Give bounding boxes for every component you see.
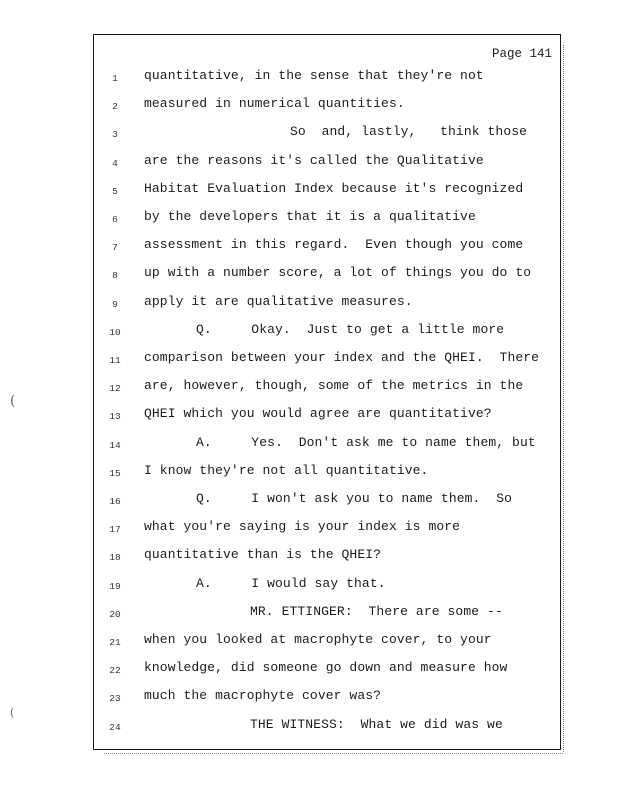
line-text: apply it are qualitative measures.: [144, 293, 413, 309]
transcript-line: [94, 659, 562, 687]
transcript-line: [94, 377, 562, 405]
transcript-line: [94, 123, 562, 151]
line-text: much the macrophyte cover was?: [144, 688, 382, 704]
transcript-line: [94, 716, 562, 744]
transcript-line: [94, 321, 562, 349]
line-number: 17: [109, 524, 121, 536]
transcript-line: [94, 67, 562, 95]
transcript-line: [94, 208, 562, 236]
line-text: QHEI which you would agree are quantitative?: [144, 406, 492, 422]
transcript-line: [94, 687, 562, 715]
line-number: 19: [109, 580, 121, 592]
margin-mark: (: [10, 706, 15, 719]
transcript-line: [94, 575, 562, 603]
transcript-line: [94, 434, 562, 462]
line-number: 21: [109, 637, 121, 648]
line-number: 4: [112, 157, 118, 169]
line-text: Q. Okay. Just to get a little more: [196, 321, 505, 337]
line-number: 3: [112, 129, 118, 141]
line-number: 14: [109, 439, 121, 451]
transcript-line: [94, 603, 562, 631]
line-number: 1: [112, 73, 118, 84]
line-number: 8: [112, 270, 118, 282]
line-number: 5: [112, 185, 118, 197]
transcript-line: [94, 236, 562, 264]
line-text: measured in numerical quantities.: [144, 96, 405, 112]
transcript-line: [94, 95, 562, 123]
line-number: 22: [109, 665, 121, 677]
line-number: 13: [109, 411, 121, 423]
line-number: 15: [109, 467, 121, 479]
line-text: quantitative than is the QHEI?: [144, 547, 382, 563]
line-number: 12: [109, 383, 121, 395]
line-text: are, however, though, some of the metrics in the: [144, 378, 524, 394]
transcript-line: [94, 264, 562, 292]
line-number: 20: [109, 608, 121, 620]
line-text: I know they're not all quantitative.: [144, 462, 429, 478]
transcript-line: [94, 631, 562, 659]
line-text: Q. I won't ask you to name them. So: [196, 491, 513, 506]
transcript-line: [94, 490, 562, 518]
line-text: MR. ETTINGER: There are some --: [250, 603, 503, 619]
line-text: assessment in this regard. Even though you come: [144, 237, 524, 253]
line-text: A. Yes. Don't ask me to name them, but: [196, 434, 536, 450]
transcript-page: [93, 34, 561, 750]
margin-mark: (: [10, 393, 16, 409]
line-number: 24: [109, 721, 121, 733]
line-text: when you looked at macrophyte cover, to your: [144, 632, 492, 647]
line-text: by the developers that it is a qualitative: [144, 209, 476, 224]
line-number: 16: [109, 496, 121, 507]
line-number: 2: [112, 101, 118, 113]
line-text: comparison between your index and the QHEI. There: [144, 350, 540, 365]
transcript-line: [94, 152, 562, 180]
transcript-line: [94, 293, 562, 321]
page-number: Page 141: [491, 47, 552, 61]
line-number: 7: [112, 242, 118, 254]
line-number: 10: [109, 326, 121, 338]
transcript-line: [94, 462, 562, 490]
transcript-line: [94, 180, 562, 208]
line-text: quantitative, in the sense that they're not: [144, 68, 484, 83]
line-text: what you're saying is your index is more: [144, 519, 461, 535]
line-text: are the reasons it's called the Qualitative: [144, 152, 484, 168]
transcript-line: [94, 405, 562, 433]
transcript-line: [94, 546, 562, 574]
line-number: 11: [109, 355, 121, 366]
line-text: THE WITNESS: What we did was we: [250, 716, 503, 732]
transcript-line: [94, 349, 562, 377]
line-text: So and, lastly, think those: [290, 124, 528, 140]
line-text: up with a number score, a lot of things you do to: [144, 265, 532, 281]
line-number: 9: [112, 298, 118, 310]
transcript-line: [94, 518, 562, 546]
line-text: A. I would say that.: [196, 575, 386, 591]
line-text: Habitat Evaluation Index because it's recognized: [144, 180, 524, 196]
line-text: knowledge, did someone go down and measure how: [144, 660, 508, 676]
line-number: 23: [109, 693, 121, 705]
line-number: 6: [112, 214, 118, 225]
line-number: 18: [109, 552, 121, 564]
